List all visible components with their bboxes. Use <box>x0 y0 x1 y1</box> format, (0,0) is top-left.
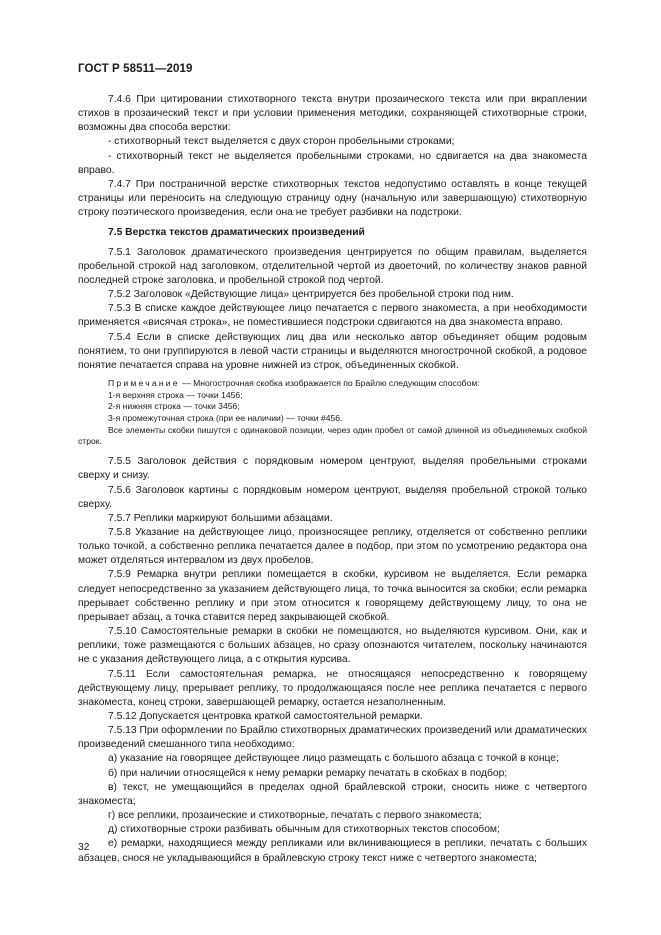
paragraph-7-5-11: 7.5.11 Если самостоятельная ремарка, не относящаяся непосредственно к говорящему действующему лицу, прерывает реплику, то продолжающаяся после нее реплика печатается с первого знакоместа, конец строки, завершающей ремарку, остается незаполненным. <box>78 668 587 708</box>
section-heading-7-5: 7.5 Верстка текстов драматических произведений <box>108 227 365 239</box>
list-item-b: б) при наличии относящейся к нему ремарки ремарку печатать в скобках в подбор; <box>108 767 508 779</box>
list-item-e: е) ремарки, находящиеся между репликами или вклинивающиеся в реплики, печатать с больших абзацев, снося не укладывающийся в брайлевскую строку текст ниже с четвертого знакоместа; <box>78 838 587 864</box>
note-intro <box>78 378 587 390</box>
paragraph-7-5-9: 7.5.9 Ремарка внутри реплики помещается в скобки, курсивом не выделяется. Если ремарка следует непосредственно за указанием действующего лица, то точка выносится за скобки; если ремарка прерывает собственно реплику и при этом относится к говорящему действующему лицу, то она не прерывает абзац, а точка ставится перед закрывающей скобкой. <box>78 569 587 623</box>
page-number: 32 <box>78 842 90 853</box>
list-item-a: а) указание на говорящее действующее лицо размещать с большого абзаца с точкой в конце; <box>108 753 559 765</box>
paragraph-7-4-7: 7.4.7 При постраничной верстке стихотворных текстов недопустимо оставлять в конце текущей страницы или переносить на следующую страницу одну (начальную или завершающую) стихотворную строку поэтического произведения, если она не требует разбивки на подстроки. <box>78 178 587 219</box>
note-line-3: 3-я промежуточная строка (при ее наличии) — точки #456. <box>108 413 343 424</box>
standard-header: ГОСТ Р 58511—2019 <box>78 63 193 75</box>
paragraph-7-5-2: 7.5.2 Заголовок «Действующие лица» центрируется без пробельной строки под ним. <box>108 289 514 301</box>
paragraph-7-4-6: 7.4.6 При цитировании стихотворного текста внутри прозаического текста или при вкраплении стихов в прозаический текст и при условии применения методики, сохраняющей стихотворные строки, возможны два способа верстки: <box>78 94 587 134</box>
paragraph-7-5-3: 7.5.3 В списке каждое действующее лицо печатается с первого знакоместа, а при необходимости применяется «висячая строка», не поместившиеся подстроки сдвигаются на два знакоместа вправо. <box>78 303 587 329</box>
paragraph-7-5-1: 7.5.1 Заголовок драматического произведения центрируется по общим правилам, выделяется пробельной строкой над заголовком, отделительной чертой из двоеточий, по количеству знаков равной последней строке заголовка, и пробельной строкой под чертой. <box>78 246 587 286</box>
paragraph-7-5-5: 7.5.5 Заголовок действия с порядковым номером центруют, выделяя пробельными строками сверху и снизу. <box>78 456 587 482</box>
note-line-2: 2-я нижняя строка — точки 3456; <box>108 401 240 412</box>
note-line-4: Все элементы скобки пишутся с одинаковой позиции, через один пробел от самой длинной из объединяемых скобкой строк. <box>78 424 587 447</box>
note-block <box>78 378 587 448</box>
paragraph-7-5-8: 7.5.8 Указание на действующее лицо, произносящее реплику, отделяется от собственно реплики только точкой, а собственно реплика печатается далее в подбор, при этом по усмотрению редактора она может отделяться интервалом из двух пробелов. <box>78 526 587 567</box>
paragraph-7-5-4: 7.5.4 Если в списке действующих лиц два или несколько автор объединяет общим родовым понятием, то они группируются в левой части страницы и выделяются многострочной скобкой, а родовое понятие печатается справа на уровне нижней из строк, объединенных скобкой. <box>78 331 587 371</box>
list-item-g: г) все реплики, прозаические и стихотворные, печатать с первого знакоместа; <box>108 810 482 822</box>
paragraph-7-5-10: 7.5.10 Самостоятельные ремарки в скобки не помещаются, но выделяются курсивом. Они, как и реплики, тоже размещаются с больших абзацев, но сразу опознаются читателем, поскольку начинаются не с указания действующего лица, а с открытия курсива. <box>78 626 587 666</box>
list-item-dash-1: - стихотворный текст выделяется с двух сторон пробельными строками; <box>108 136 455 148</box>
list-item-dash-2: - стихотворный текст не выделяется пробельными строками, но сдвигается на два знакоместа вправо. <box>78 150 587 176</box>
note-label: Примечание <box>108 377 180 388</box>
paragraph-7-5-7: 7.5.7 Реплики маркируют большими абзацами. <box>108 512 333 524</box>
document-body <box>78 93 587 866</box>
note-line-1: 1-я верхняя строка — точки 1456; <box>108 389 243 400</box>
list-item-v: в) текст, не умещающийся в пределах одной брайлевской строки, сносить ниже с четвертого знакоместа; <box>78 781 587 807</box>
paragraph-7-5-12: 7.5.12 Допускается центровка краткой самостоятельной ремарки. <box>108 711 423 722</box>
note-text: — Многострочная скобка изображается по Брайлю следующим способом: <box>179 377 480 388</box>
paragraph-7-5-6: 7.5.6 Заголовок картины с порядковым номером центруют, выделяя пробельной строкой только сверху. <box>78 484 587 510</box>
list-item-d: д) стихотворные строки разбивать обычным для стихотворных текстов способом; <box>108 824 500 836</box>
paragraph-7-5-13: 7.5.13 При оформлении по Брайлю стихотворных драматических произведений или драматических произведений смешанного типа необходимо: <box>78 725 587 751</box>
